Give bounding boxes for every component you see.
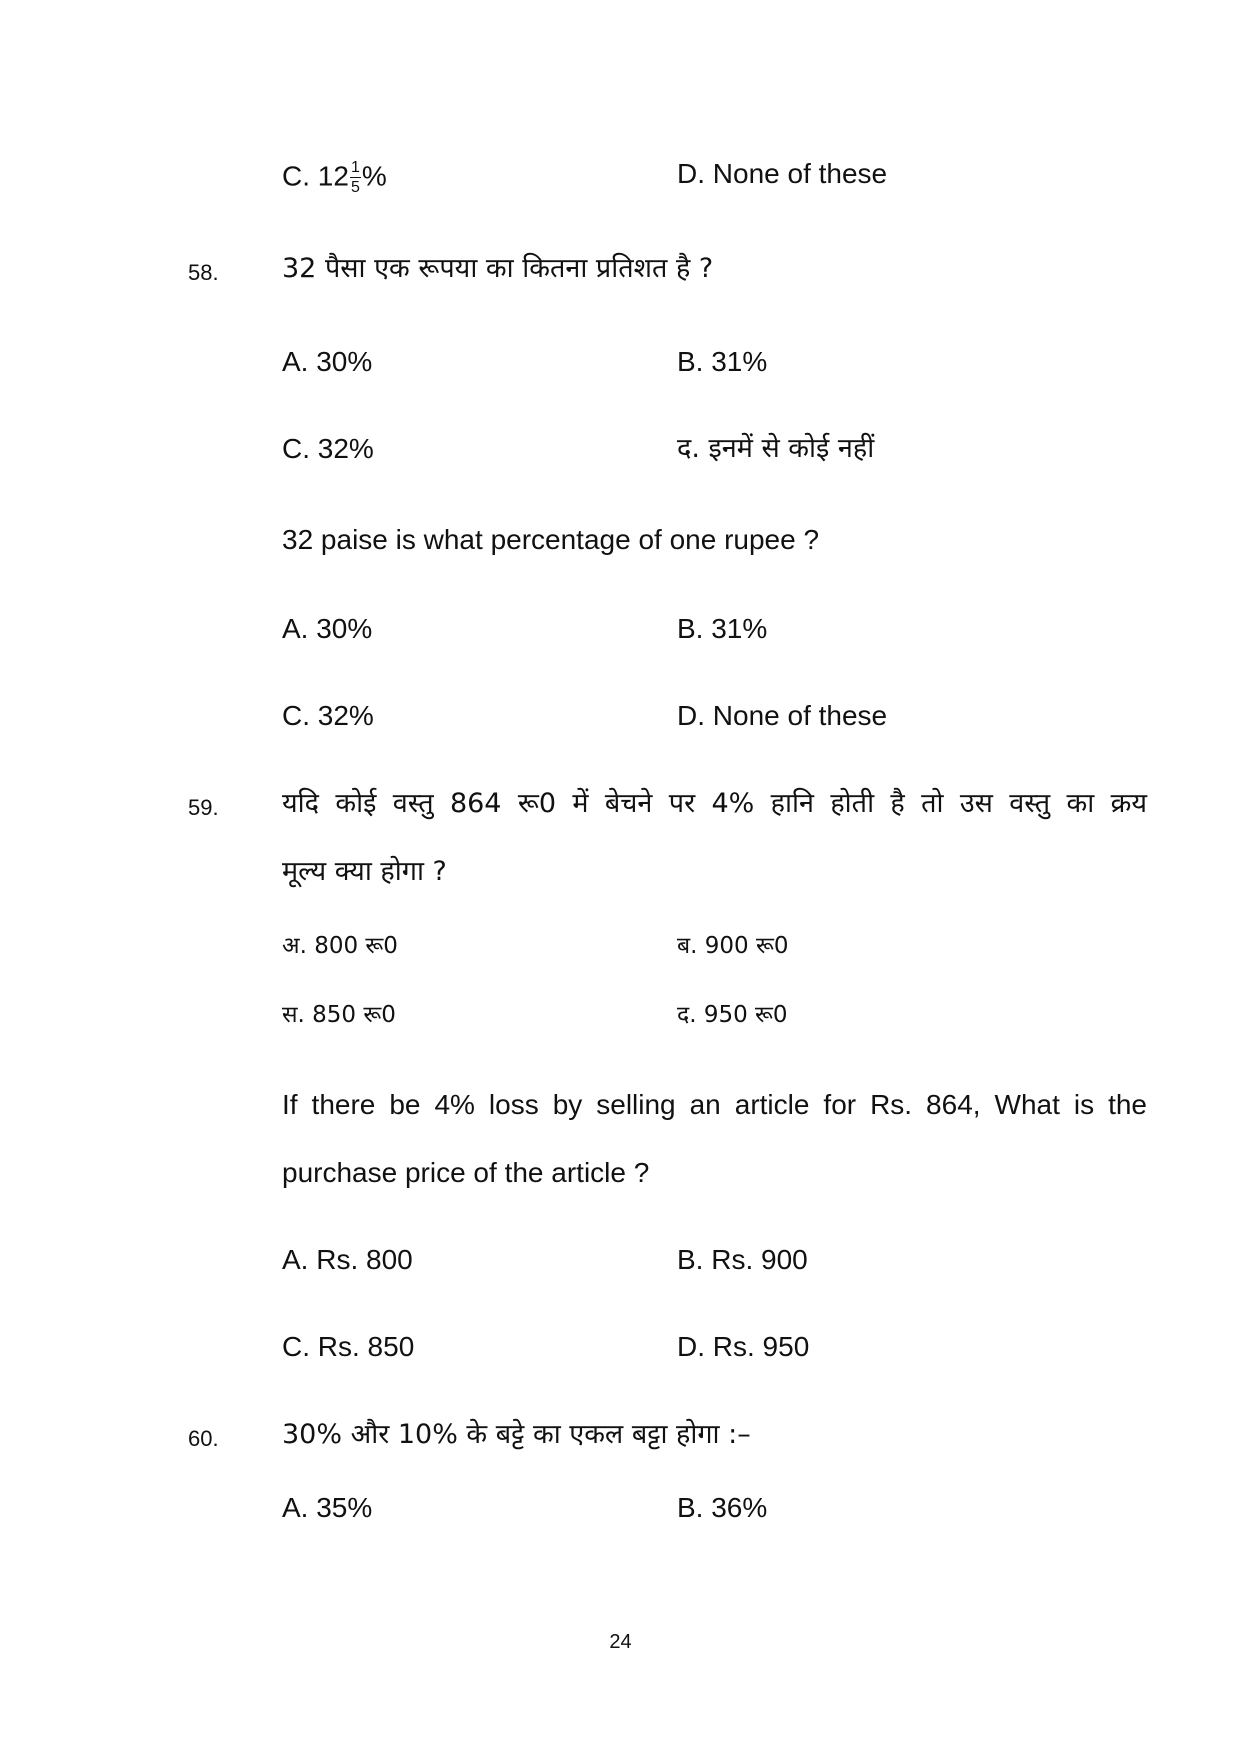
q60-option-b: B. 36% bbox=[677, 1492, 768, 1523]
q58-english-option-b: B. 31% bbox=[677, 613, 768, 644]
page-number: 24 bbox=[609, 1631, 632, 1653]
q59-hindi-option-c: स. 850 रू0 bbox=[282, 1002, 396, 1028]
q59-english-option-d: D. Rs. 950 bbox=[677, 1331, 810, 1362]
q59-number: 59. bbox=[188, 795, 219, 820]
q57-option-c-suffix: % bbox=[361, 160, 387, 192]
q59-hindi-option-b: ब. 900 रू0 bbox=[677, 933, 789, 959]
q58-english-option-c: C. 32% bbox=[282, 700, 374, 731]
q59-hindi-option-a: अ. 800 रू0 bbox=[282, 933, 398, 959]
q58-number: 58. bbox=[188, 260, 219, 285]
q57-option-d: D. None of these bbox=[677, 158, 888, 189]
q59-hindi-question-line2: मूल्य क्या होगा ? bbox=[282, 856, 447, 887]
fraction-numerator: 1 bbox=[350, 159, 360, 176]
q58-hindi-question: 32 पैसा एक रूपया का कितना प्रतिशत है ? bbox=[282, 253, 714, 284]
q58-english-option-a: A. 30% bbox=[282, 613, 373, 644]
q59-english-question-line1: If there be 4% loss by selling an article for Rs. 864, What is the bbox=[282, 1089, 1147, 1120]
q60-option-a: A. 35% bbox=[282, 1492, 373, 1523]
q59-english-option-b: B. Rs. 900 bbox=[677, 1244, 808, 1275]
q57-option-c-prefix: C. 12 bbox=[282, 160, 349, 192]
q58-english-question: 32 paise is what percentage of one rupee ? bbox=[282, 524, 820, 555]
q58-english-option-d: D. None of these bbox=[677, 700, 888, 731]
q59-english-option-a: A. Rs. 800 bbox=[282, 1244, 413, 1275]
q59-hindi-question-line1: यदि कोई वस्तु 864 रू0 में बेचने पर 4% हानि होती है तो उस वस्तु का क्रय bbox=[282, 788, 1147, 819]
fraction-denominator: 5 bbox=[350, 179, 360, 196]
q59-hindi-option-d: द. 950 रू0 bbox=[677, 1002, 788, 1028]
q57-option-c bbox=[282, 160, 387, 196]
q58-hindi-option-b: B. 31% bbox=[677, 346, 768, 377]
q60-number: 60. bbox=[188, 1426, 219, 1451]
q59-english-question-line2: purchase price of the article ? bbox=[282, 1157, 650, 1188]
q58-hindi-option-d: द. इनमें से कोई नहीं bbox=[677, 433, 875, 464]
q58-hindi-option-c: C. 32% bbox=[282, 433, 374, 464]
q59-english-option-c: C. Rs. 850 bbox=[282, 1331, 415, 1362]
q60-hindi-question: 30% और 10% के बट्टे का एकल बट्टा होगा :– bbox=[282, 1419, 751, 1450]
q58-hindi-option-a: A. 30% bbox=[282, 346, 373, 377]
fraction bbox=[350, 160, 361, 196]
